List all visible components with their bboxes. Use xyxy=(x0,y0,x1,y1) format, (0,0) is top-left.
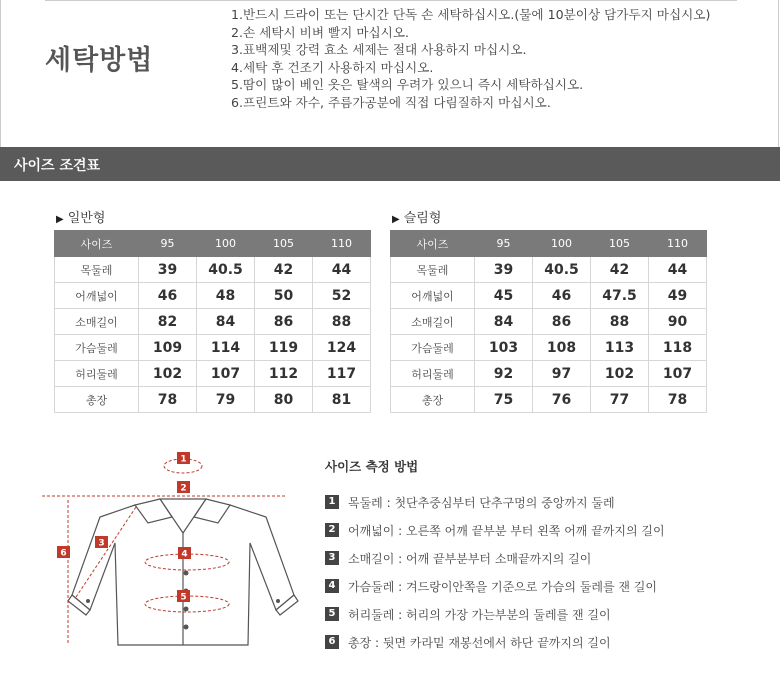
washing-item: 6.프린트와 자수, 주름가공분에 직접 다림질하지 마십시오. xyxy=(231,94,551,110)
number-badge: 1 xyxy=(325,495,339,509)
triangle-icon: ▶ xyxy=(392,214,400,225)
row-label: 가슴둘레 xyxy=(391,335,475,361)
table-cell: 46 xyxy=(139,283,197,309)
shirt-measurement-diagram xyxy=(40,445,300,655)
slim-fit-text: 슬림형 xyxy=(403,211,442,226)
table-row xyxy=(391,257,707,283)
table-header-cell: 95 xyxy=(475,231,533,257)
table-row xyxy=(391,309,707,335)
table-header-row xyxy=(391,231,707,257)
washing-item: 1.반드시 드라이 또는 단시간 단독 손 세탁하십시오.(물에 10분이상 담가두지 마십시오) xyxy=(231,7,711,22)
measure-title: 사이즈 측정 방법 xyxy=(325,459,419,474)
washing-item: 2.손 세탁시 비벼 빨지 마십시오. xyxy=(231,24,410,40)
number-badge: 4 xyxy=(325,579,339,593)
washing-section xyxy=(0,0,779,147)
divider xyxy=(45,0,737,1)
table-header-cell: 100 xyxy=(533,231,591,257)
row-label: 총장 xyxy=(55,387,139,413)
table-cell: 44 xyxy=(649,257,707,283)
shirt-outline xyxy=(68,499,298,645)
measure-text: 총장 : 뒷면 카라밑 재봉선에서 하단 끝까지의 길이 xyxy=(348,635,611,650)
table-cell: 118 xyxy=(649,335,707,361)
table-row xyxy=(391,335,707,361)
row-label: 어깨넓이 xyxy=(55,283,139,309)
washing-item: 4.세탁 후 건조기 사용하지 마십시오. xyxy=(231,59,434,75)
number-badge: 2 xyxy=(325,523,339,537)
table-header-cell: 95 xyxy=(139,231,197,257)
table-cell: 113 xyxy=(591,335,649,361)
table-cell: 88 xyxy=(591,309,649,335)
table-cell: 109 xyxy=(139,335,197,361)
table-cell: 77 xyxy=(591,387,649,413)
list-item xyxy=(325,488,665,516)
table-cell: 92 xyxy=(475,361,533,387)
table-header-row xyxy=(55,231,371,257)
table-cell: 112 xyxy=(255,361,313,387)
table-cell: 84 xyxy=(197,309,255,335)
table-cell: 107 xyxy=(649,361,707,387)
marker-label: 1 xyxy=(180,454,187,465)
table-cell: 90 xyxy=(649,309,707,335)
table-cell: 47.5 xyxy=(591,283,649,309)
table-cell: 39 xyxy=(475,257,533,283)
row-label: 목둘레 xyxy=(55,257,139,283)
table-row xyxy=(391,361,707,387)
row-label: 소매길이 xyxy=(391,309,475,335)
row-label: 허리둘레 xyxy=(391,361,475,387)
table-cell: 102 xyxy=(139,361,197,387)
table-row xyxy=(55,387,371,413)
table-cell: 78 xyxy=(139,387,197,413)
row-label: 소매길이 xyxy=(55,309,139,335)
regular-fit-label xyxy=(56,207,105,226)
table-cell: 119 xyxy=(255,335,313,361)
table-row xyxy=(55,257,371,283)
table-header-cell: 110 xyxy=(649,231,707,257)
washing-item: 3.표백제및 강력 효소 세제는 절대 사용하지 마십시오. xyxy=(231,42,527,57)
table-cell: 103 xyxy=(475,335,533,361)
size-chart-title: 사이즈 조견표 xyxy=(14,158,101,174)
table-cell: 97 xyxy=(533,361,591,387)
table-header-cell: 110 xyxy=(313,231,371,257)
washing-instructions xyxy=(231,6,710,111)
washing-item: 5.땀이 많이 베인 옷은 탈색의 우려가 있으니 즉시 세탁하십시오. xyxy=(231,77,584,92)
table-cell: 84 xyxy=(475,309,533,335)
list-item xyxy=(325,572,665,600)
list-item xyxy=(325,628,665,656)
list-item xyxy=(325,544,665,572)
slim-fit-label xyxy=(392,207,441,226)
measure-text: 목둘레 : 첫단추중심부터 단추구멍의 중앙까지 둘레 xyxy=(348,495,615,510)
table-cell: 88 xyxy=(313,309,371,335)
table-header-cell: 사이즈 xyxy=(55,231,139,257)
table-cell: 79 xyxy=(197,387,255,413)
table-row xyxy=(55,335,371,361)
table-cell: 44 xyxy=(313,257,371,283)
table-cell: 86 xyxy=(533,309,591,335)
slim-size-table xyxy=(390,230,707,413)
regular-size-table xyxy=(54,230,371,413)
triangle-icon: ▶ xyxy=(56,214,64,225)
table-row xyxy=(55,361,371,387)
marker-label: 3 xyxy=(98,538,105,549)
list-item xyxy=(325,600,665,628)
table-cell: 82 xyxy=(139,309,197,335)
measure-list xyxy=(325,488,665,656)
table-row xyxy=(55,309,371,335)
table-cell: 76 xyxy=(533,387,591,413)
regular-fit-text: 일반형 xyxy=(67,211,106,226)
table-cell: 102 xyxy=(591,361,649,387)
list-item xyxy=(325,516,665,544)
row-label: 총장 xyxy=(391,387,475,413)
table-cell: 50 xyxy=(255,283,313,309)
table-cell: 39 xyxy=(139,257,197,283)
size-chart-header xyxy=(0,147,780,181)
number-badge: 6 xyxy=(325,635,339,649)
table-cell: 108 xyxy=(533,335,591,361)
row-label: 허리둘레 xyxy=(55,361,139,387)
table-cell: 46 xyxy=(533,283,591,309)
table-cell: 124 xyxy=(313,335,371,361)
marker-label: 2 xyxy=(180,483,187,494)
measure-text: 소매길이 : 어깨 끝부분부터 소매끝까지의 길이 xyxy=(348,551,592,566)
marker-label: 4 xyxy=(181,549,188,560)
number-badge: 3 xyxy=(325,551,339,565)
row-label: 가슴둘레 xyxy=(55,335,139,361)
table-cell: 75 xyxy=(475,387,533,413)
table-header-cell: 사이즈 xyxy=(391,231,475,257)
number-badge: 5 xyxy=(325,607,339,621)
measure-text: 어깨넓이 : 오른쪽 어깨 끝부분 부터 왼쪽 어깨 끝까지의 길이 xyxy=(348,523,665,538)
table-cell: 42 xyxy=(591,257,649,283)
table-cell: 42 xyxy=(255,257,313,283)
table-cell: 40.5 xyxy=(197,257,255,283)
marker-label: 5 xyxy=(180,592,187,603)
table-cell: 117 xyxy=(313,361,371,387)
measure-text: 가슴둘레 : 겨드랑이안쪽을 기준으로 가슴의 둘레를 잰 길이 xyxy=(348,579,657,594)
table-row xyxy=(391,387,707,413)
table-header-cell: 100 xyxy=(197,231,255,257)
table-row xyxy=(55,283,371,309)
table-cell: 78 xyxy=(649,387,707,413)
table-header-cell: 105 xyxy=(255,231,313,257)
washing-title: 세탁방법 xyxy=(45,45,154,76)
row-label: 어깨넓이 xyxy=(391,283,475,309)
table-cell: 80 xyxy=(255,387,313,413)
row-label: 목둘레 xyxy=(391,257,475,283)
table-cell: 52 xyxy=(313,283,371,309)
table-cell: 40.5 xyxy=(533,257,591,283)
table-cell: 107 xyxy=(197,361,255,387)
table-cell: 48 xyxy=(197,283,255,309)
table-cell: 81 xyxy=(313,387,371,413)
table-row xyxy=(391,283,707,309)
measure-text: 허리둘레 : 허리의 가장 가는부분의 둘레를 잰 길이 xyxy=(348,607,611,622)
table-cell: 86 xyxy=(255,309,313,335)
table-header-cell: 105 xyxy=(591,231,649,257)
table-cell: 45 xyxy=(475,283,533,309)
marker-label: 6 xyxy=(60,548,67,559)
table-cell: 114 xyxy=(197,335,255,361)
table-cell: 49 xyxy=(649,283,707,309)
